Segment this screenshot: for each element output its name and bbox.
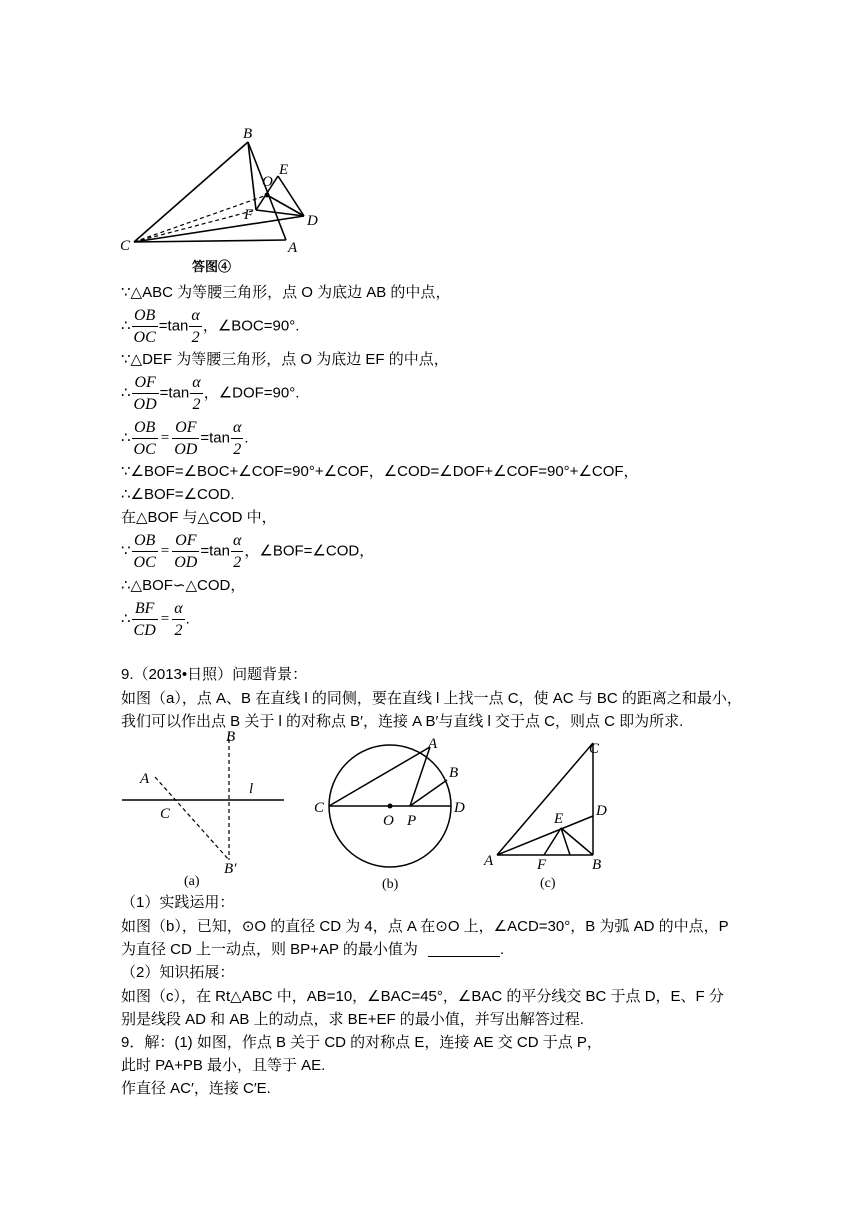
fraction: $\frac{OB}{OC}$ xyxy=(133,532,156,571)
label-B: B xyxy=(226,729,236,745)
label-P: P xyxy=(407,813,417,829)
label-F: F xyxy=(537,857,547,873)
question-2-title: （2）知识拓展： xyxy=(121,964,235,981)
label-O: O xyxy=(262,174,273,190)
segment-ED xyxy=(278,176,304,216)
label-D: D xyxy=(596,803,607,819)
label-F: F xyxy=(244,207,254,223)
proof-line-3: ∵△DEF 为等腰三角形，点 O 为底边 EF 的中点， xyxy=(121,351,449,368)
label-D: D xyxy=(307,213,318,229)
label-C: C xyxy=(589,741,600,757)
fraction: $\frac{\alpha}{2}$ xyxy=(174,600,183,639)
fraction: $\frac{OB}{OC}$ xyxy=(133,307,156,346)
label-B: B xyxy=(243,126,253,142)
segment-PB xyxy=(410,780,447,806)
figure-c-caption: (c) xyxy=(540,876,556,891)
question-1-line-2: 为直径 CD 上一动点，则 BP+AP 的最小值为 . xyxy=(121,941,505,958)
proof-line-6: ∵∠BOF=∠BOC+∠COF=90°+∠COF，∠COD=∠DOF+∠COF=90°+∠COF， xyxy=(121,463,639,480)
fraction: $\frac{OF}{OD}$ xyxy=(174,419,198,458)
proof-line-7: ∴∠BOF=∠COD. xyxy=(121,486,235,503)
proof-line-5: ∴ $\frac{OB}{OC}$ = $\frac{OF}{OD}$ =tan $\frac{\alpha}{2}$ . xyxy=(121,419,249,458)
figure-b-diagram xyxy=(312,730,482,895)
figure-c-diagram xyxy=(482,737,612,892)
problem-9-background-line-1: 如图（a），点 A、B 在直线 l 的同侧，要在直线 l 上找一点 C，使 AC 与 BC 的距离之和最小， xyxy=(121,690,742,707)
fraction: $\frac{OF}{OD}$ xyxy=(133,374,157,413)
answer-blank xyxy=(428,956,500,957)
segment-AC xyxy=(497,743,593,855)
label-D: D xyxy=(454,800,465,816)
point-O xyxy=(388,804,393,809)
figure-a-diagram xyxy=(118,725,288,895)
proof-line-8: 在△BOF 与△COD 中， xyxy=(121,509,277,526)
label-l: l xyxy=(249,781,254,797)
label-C: C xyxy=(314,800,325,816)
question-2-line-1: 如图（c），在 Rt△ABC 中，AB=10，∠BAC=45°，∠BAC 的平分线交 BC 于点 D，E、F 分 xyxy=(121,988,724,1005)
fraction: $\frac{OF}{OD}$ xyxy=(174,532,198,571)
solution-line-3: 作直径 AC′，连接 C′E. xyxy=(121,1080,271,1097)
point-O xyxy=(265,193,270,198)
label-C: C xyxy=(120,238,131,254)
label-B: B xyxy=(449,765,459,781)
segment-CA xyxy=(134,240,286,242)
figure-a-caption: (a) xyxy=(184,874,200,889)
fraction: $\frac{\alpha}{2}$ xyxy=(191,307,200,346)
label-Bprime: B′ xyxy=(224,861,237,877)
question-1-line-1: 如图（b），已知，⊙O 的直径 CD 为 4，点 A 在⊙O 上，∠ACD=30°，B 为弧 AD 的中点，P xyxy=(121,918,729,935)
fraction: $\frac{\alpha}{2}$ xyxy=(232,419,242,458)
segment-AP xyxy=(410,747,430,806)
solution-line-2: 此时 PA+PB 最小，且等于 AE. xyxy=(121,1057,326,1074)
label-E: E xyxy=(554,811,564,827)
proof-line-10: ∴△BOF∽△COD， xyxy=(121,577,246,594)
segment-AD xyxy=(497,816,593,855)
problem-9-title: 9.（2013•日照）问题背景： xyxy=(121,666,308,683)
figure-b-caption: (b) xyxy=(382,877,399,892)
problem-9-background-line-2: 我们可以作出点 B 关于 l 的对称点 B′，连接 A B′与直线 l 交于点 C，则点 C 即为所求. xyxy=(121,713,684,730)
figure-4-caption: 答图④ xyxy=(192,259,232,274)
figure-4-diagram xyxy=(110,120,340,280)
segment-CA xyxy=(329,747,430,806)
proof-line-2: ∴ $\frac{OB}{OC}$ =tan $\frac{\alpha}{2}$ ，∠BOC=90°. xyxy=(121,307,300,346)
proof-line-11: ∴ $\frac{BF}{CD}$ = $\frac{\alpha}{2}$ . xyxy=(121,600,190,639)
segment-FD xyxy=(256,210,304,216)
label-A: A xyxy=(484,853,494,869)
question-1-title: （1）实践运用： xyxy=(121,894,235,911)
label-A: A xyxy=(288,240,298,256)
label-E: E xyxy=(279,162,289,178)
proof-line-1: ∵△ABC 为等腰三角形，点 O 为底边 AB 的中点， xyxy=(121,284,451,301)
fraction: $\frac{\alpha}{2}$ xyxy=(192,374,201,413)
question-2-line-2: 别是线段 AD 和 AB 上的动点，求 BE+EF 的最小值，并写出解答过程. xyxy=(121,1011,584,1028)
fraction: $\frac{OB}{OC}$ xyxy=(133,419,156,458)
label-B: B xyxy=(592,857,602,873)
proof-line-9: ∵ $\frac{OB}{OC}$ = $\frac{OF}{OD}$ =tan $\frac{\alpha}{2}$ ，∠BOF=∠COD， xyxy=(121,532,375,571)
label-A: A xyxy=(428,736,438,752)
label-C: C xyxy=(160,806,171,822)
proof-line-4: ∴ $\frac{OF}{OD}$ =tan $\frac{\alpha}{2}$ ，∠DOF=90°. xyxy=(121,374,300,413)
solution-line-1: 9．解：(1) 如图，作点 B 关于 CD 的对称点 E，连接 AE 交 CD 于点 P， xyxy=(121,1034,602,1051)
fraction: $\frac{\alpha}{2}$ xyxy=(232,532,242,571)
fraction: $\frac{BF}{CD}$ xyxy=(133,600,156,639)
label-A: A xyxy=(140,771,150,787)
label-O: O xyxy=(383,813,394,829)
